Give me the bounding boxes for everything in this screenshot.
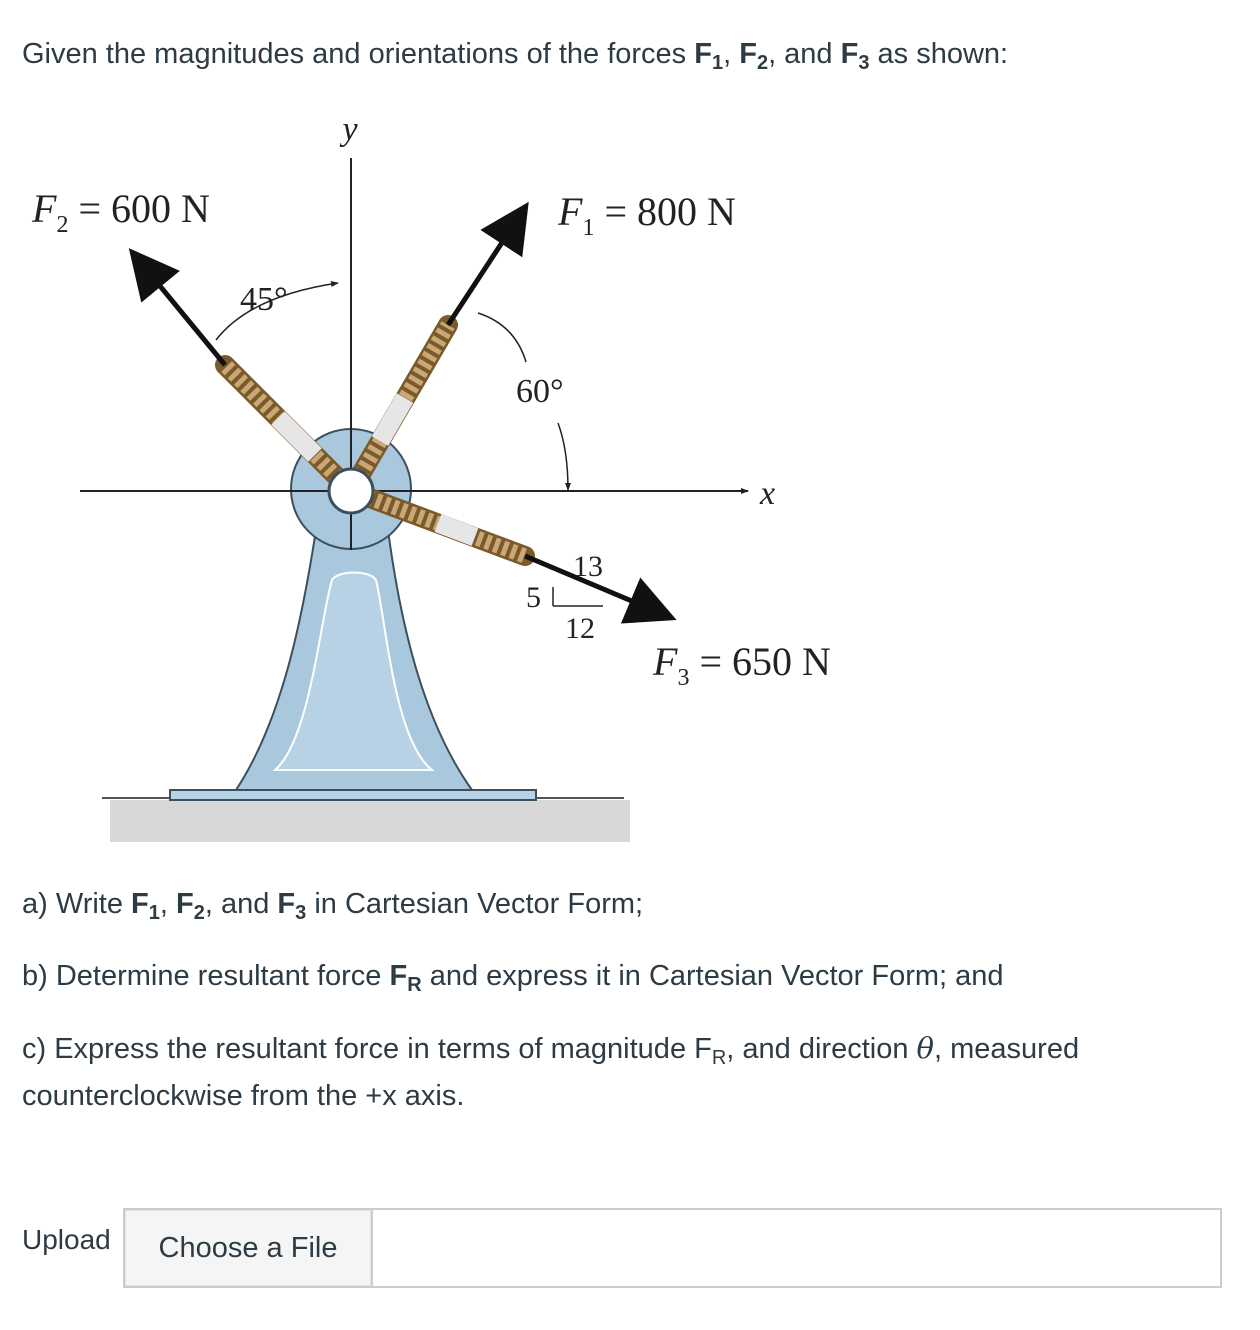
f3-label: $F_3 = 650$ N (653, 639, 831, 691)
rope-f2 (225, 365, 351, 491)
file-upload-field[interactable] (123, 1208, 1222, 1288)
question-part-b: b) Determine resultant force $F_R$ and express it in Cartesian Vector Form; and (22, 960, 1004, 996)
slope-hyp-label: 13 (573, 550, 603, 583)
angle-arc-f1-lower (558, 423, 568, 490)
question-intro: Given the magnitudes and orientations of the forces $F_1$, $F_2$, and $F_3$ as shown: (22, 38, 1009, 74)
ground (102, 798, 630, 842)
x-axis-label: x (760, 475, 776, 512)
f1-arrow (448, 206, 526, 325)
angle-arc-f1-upper (478, 313, 526, 362)
y-axis-label: y (342, 111, 358, 148)
question-part-c-continued: counterclockwise from the +x axis. (22, 1080, 465, 1112)
slope-vert-label: 5 (526, 581, 541, 614)
f1-label: $F_1 = 800$ N (558, 189, 736, 241)
pin-hole (329, 469, 373, 513)
question-part-a: a) Write $F_1$, $F_2$, and $F_3$ in Cartesian Vector Form; (22, 888, 644, 924)
question-part-c: c) Express the resultant force in terms of magnitude $F_R$, and direction θ, measured (22, 1031, 1080, 1069)
f2-arrow (132, 252, 225, 365)
upload-label: Upload (22, 1224, 111, 1255)
choose-file-button[interactable]: Choose a File (125, 1210, 373, 1286)
f2-label: $F_2 = 600$ N (32, 186, 210, 238)
slope-horiz-label: 12 (565, 612, 595, 645)
force-diagram (20, 100, 880, 860)
angle-f2-label: 45° (240, 281, 288, 318)
slope-triangle (553, 587, 603, 606)
angle-f1-label: 60° (516, 373, 564, 410)
